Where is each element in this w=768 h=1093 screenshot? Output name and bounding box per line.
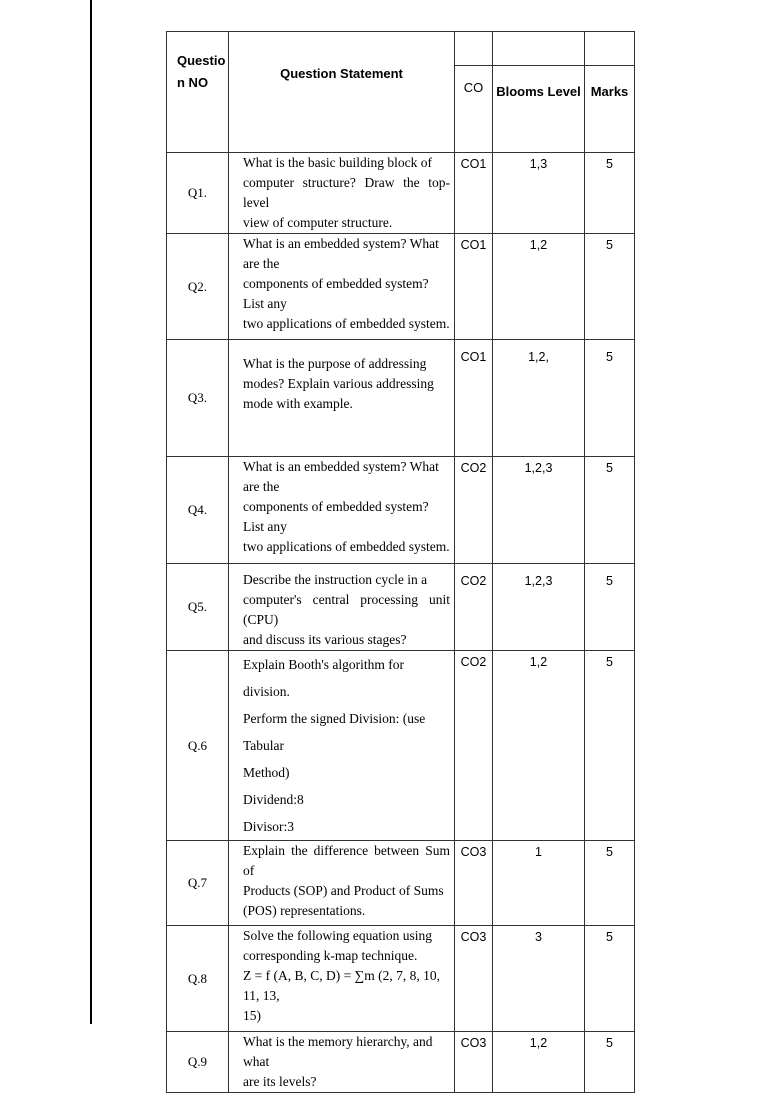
statement-line: are its levels? xyxy=(243,1074,317,1089)
table-row xyxy=(167,564,635,651)
course-outcome: CO1 xyxy=(455,234,493,340)
blooms-level: 1,2 xyxy=(493,1032,585,1093)
table-row xyxy=(167,153,635,234)
blooms-level: 1,2,3 xyxy=(493,457,585,564)
statement-line: What is an embedded system? What are the xyxy=(243,459,439,494)
question-statement xyxy=(229,651,455,841)
left-margin-rule xyxy=(90,0,92,1024)
statement-line: view of computer structure. xyxy=(243,215,393,230)
statement-line: (POS) representations. xyxy=(243,903,366,918)
header-blooms-level: Blooms Level xyxy=(493,66,585,153)
table-row xyxy=(167,234,635,340)
header-blank-top-blooms xyxy=(493,32,585,66)
blooms-level: 1,2 xyxy=(493,651,585,841)
blooms-level: 1,2 xyxy=(493,234,585,340)
question-number: Q4. xyxy=(167,457,229,564)
table-row xyxy=(167,457,635,564)
question-number: Q2. xyxy=(167,234,229,340)
statement-line: modes? Explain various addressing xyxy=(243,376,434,391)
statement-line: Z = f (A, B, C, D) = ∑m (2, 7, 8, 10, 11, 13, xyxy=(243,968,440,1003)
statement-line: What is the memory hierarchy, and what xyxy=(243,1034,433,1069)
question-statement xyxy=(229,926,455,1032)
statement-line: two applications of embedded system. xyxy=(243,316,450,331)
statement-line: and discuss its various stages? xyxy=(243,632,407,647)
course-outcome: CO2 xyxy=(455,457,493,564)
question-number: Q5. xyxy=(167,564,229,651)
marks: 5 xyxy=(585,926,635,1032)
marks: 5 xyxy=(585,651,635,841)
statement-line: Dividend:8 xyxy=(243,792,304,807)
statement-line: mode with example. xyxy=(243,396,353,411)
table-row xyxy=(167,1032,635,1093)
header-blank-top-marks xyxy=(585,32,635,66)
statement-line: Solve the following equation using xyxy=(243,928,432,943)
header-row-top xyxy=(167,32,635,66)
marks: 5 xyxy=(585,457,635,564)
question-number: Q.7 xyxy=(167,841,229,926)
statement-line: Describe the instruction cycle in a xyxy=(243,572,428,587)
statement-line: 15) xyxy=(243,1008,261,1023)
marks: 5 xyxy=(585,340,635,457)
marks: 5 xyxy=(585,841,635,926)
statement-line: Explain the difference between Sum of xyxy=(243,843,450,878)
question-number: Q.6 xyxy=(167,651,229,841)
table-row xyxy=(167,926,635,1032)
statement-line: components of embedded system? List any xyxy=(243,499,429,534)
statement-line: What is the basic building block of xyxy=(243,155,432,170)
question-statement xyxy=(229,841,455,926)
course-outcome: CO3 xyxy=(455,1032,493,1093)
course-outcome: CO2 xyxy=(455,651,493,841)
statement-line: components of embedded system? List any xyxy=(243,276,429,311)
header-question-statement: Question Statement xyxy=(229,32,455,153)
statement-line: What is an embedded system? What are the xyxy=(243,236,439,271)
table-row xyxy=(167,340,635,457)
blooms-level: 3 xyxy=(493,926,585,1032)
statement-line: corresponding k-map technique. xyxy=(243,948,418,963)
statement-line: What is the purpose of addressing xyxy=(243,356,427,371)
question-statement xyxy=(229,340,455,457)
course-outcome: CO2 xyxy=(455,564,493,651)
table-row xyxy=(167,651,635,841)
header-question-no xyxy=(167,32,229,153)
statement-line: Divisor:3 xyxy=(243,819,295,834)
question-statement xyxy=(229,234,455,340)
header-question-no-line2: n NO xyxy=(177,75,209,90)
question-statement xyxy=(229,1032,455,1093)
course-outcome: CO3 xyxy=(455,841,493,926)
question-statement xyxy=(229,153,455,234)
table-row xyxy=(167,841,635,926)
blooms-level: 1,2, xyxy=(493,340,585,457)
marks: 5 xyxy=(585,234,635,340)
statement-line: Explain Booth's algorithm for division. xyxy=(243,657,405,699)
question-paper-table xyxy=(166,31,635,1093)
course-outcome: CO3 xyxy=(455,926,493,1032)
blooms-level: 1,2,3 xyxy=(493,564,585,651)
course-outcome: CO1 xyxy=(455,153,493,234)
blooms-level: 1 xyxy=(493,841,585,926)
question-number: Q.9 xyxy=(167,1032,229,1093)
header-blank-top-co xyxy=(455,32,493,66)
header-co: CO xyxy=(455,66,493,153)
statement-line: Method) xyxy=(243,765,290,780)
statement-line: Perform the signed Division: (use Tabular xyxy=(243,711,426,753)
header-marks: Marks xyxy=(585,66,635,153)
question-number: Q.8 xyxy=(167,926,229,1032)
statement-line: computer's central processing unit (CPU) xyxy=(243,592,450,627)
course-outcome: CO1 xyxy=(455,340,493,457)
marks: 5 xyxy=(585,153,635,234)
question-number: Q1. xyxy=(167,153,229,234)
marks: 5 xyxy=(585,1032,635,1093)
question-statement xyxy=(229,457,455,564)
marks: 5 xyxy=(585,564,635,651)
statement-line: Products (SOP) and Product of Sums xyxy=(243,883,444,898)
statement-line: computer structure? Draw the top-level xyxy=(243,175,450,210)
blooms-level: 1,3 xyxy=(493,153,585,234)
header-question-no-line1: Questio xyxy=(177,53,226,68)
statement-line: two applications of embedded system. xyxy=(243,539,450,554)
question-statement xyxy=(229,564,455,651)
question-number: Q3. xyxy=(167,340,229,457)
